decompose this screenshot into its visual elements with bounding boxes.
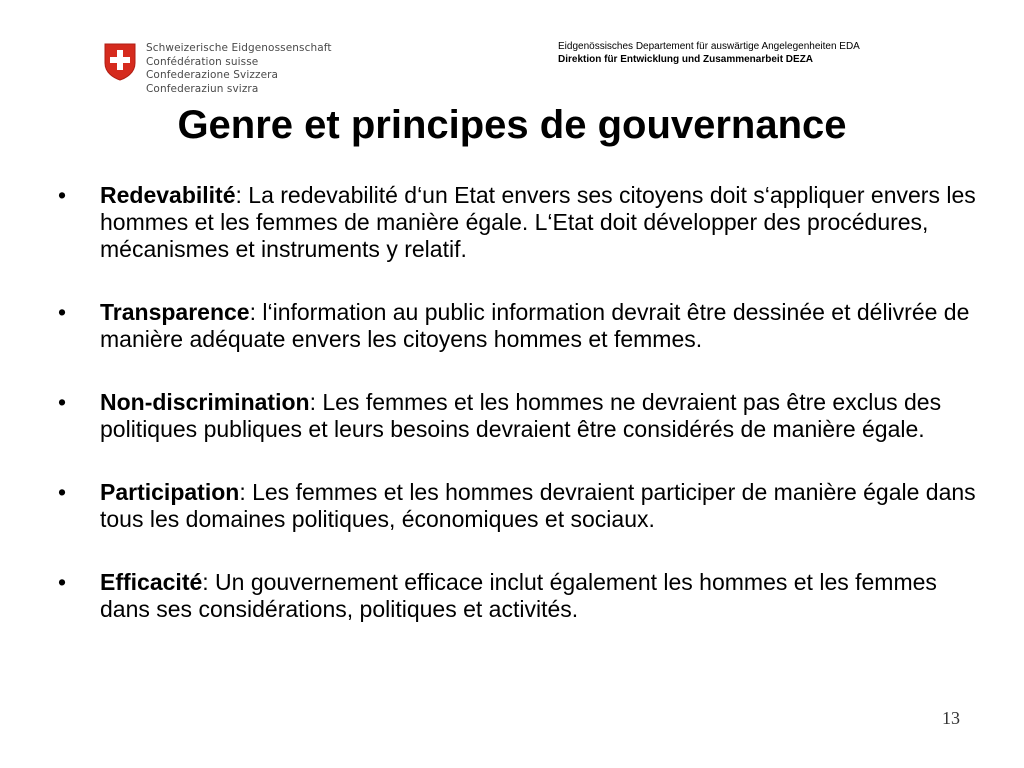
- principles-list: [58, 182, 978, 659]
- principle-description: : La redevabilité d‘un Etat envers ses citoyens doit s‘appliquer envers les hommes et les femmes de manière égale. L‘Etat doit développer des procédures, mécanismes et instruments y relatif.: [100, 182, 976, 262]
- bullet-dot-icon: •: [58, 569, 67, 595]
- principle-description: : Les femmes et les hommes devraient participer de manière égale dans tous les domaines politiques, économiques et sociaux.: [100, 479, 976, 532]
- list-item: [58, 182, 978, 263]
- bullet-dot-icon: •: [58, 299, 67, 325]
- list-item: [58, 389, 978, 443]
- slide-title: Genre et principes de gouvernance: [177, 103, 847, 147]
- list-item: [58, 299, 978, 353]
- list-item: [58, 479, 978, 533]
- principle-term: Efficacité: [100, 569, 203, 595]
- department-line-1: Eidgenössisches Departement für auswärtige Angelegenheiten EDA: [558, 41, 860, 52]
- logo-text: [146, 42, 332, 96]
- department-line-2: Direktion für Entwicklung und Zusammenarbeit DEZA: [558, 54, 814, 65]
- logo-line-french: Confédération suisse: [146, 55, 259, 68]
- swiss-cross-icon: [104, 43, 136, 81]
- swiss-confederation-logo: [104, 42, 332, 96]
- bullet-dot-icon: •: [58, 389, 67, 415]
- principle-description: : Les femmes et les hommes ne devraient pas être exclus des politiques publiques et leurs besoins devraient être considérés de manière égale.: [100, 389, 942, 442]
- principle-term: Non-discrimination: [100, 389, 310, 415]
- principle-description: : Un gouvernement efficace inclut également les hommes et les femmes dans ses considérations, politiques et activités.: [100, 569, 937, 622]
- principle-description: : l‘information au public information devrait être dessinée et délivrée de manière adéquate envers les citoyens hommes et femmes.: [100, 299, 970, 352]
- page-number: 13: [942, 708, 960, 728]
- logo-line-romansh: Confederaziun svizra: [146, 82, 259, 95]
- principle-term: Redevabilité: [100, 182, 236, 208]
- principle-term: Transparence: [100, 299, 250, 325]
- logo-line-german: Schweizerische Eidgenossenschaft: [146, 42, 332, 54]
- department-info: [558, 40, 860, 66]
- principle-term: Participation: [100, 479, 240, 505]
- logo-line-italian: Confederazione Svizzera: [146, 69, 279, 81]
- bullet-dot-icon: •: [58, 182, 67, 208]
- list-item: [58, 569, 978, 623]
- bullet-dot-icon: •: [58, 479, 67, 505]
